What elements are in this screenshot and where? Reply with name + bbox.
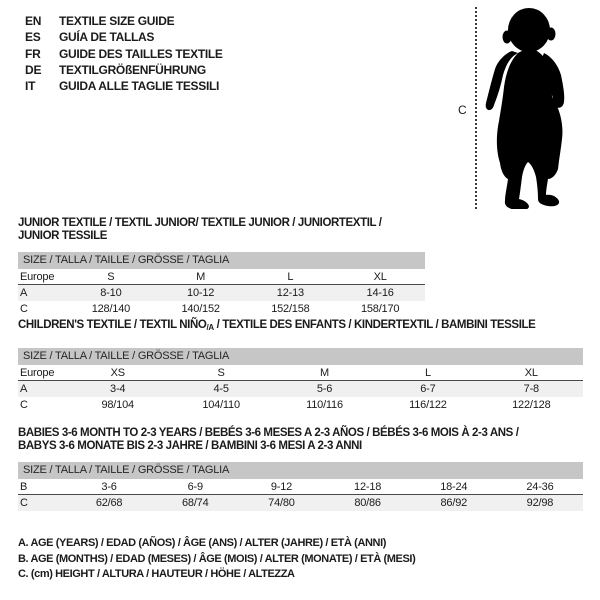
table-cell: 8-10 [100, 287, 122, 299]
table-cell: 92/98 [526, 497, 554, 509]
table-cell: 68/74 [181, 497, 209, 509]
table-cell: XL [524, 366, 538, 379]
table-row [18, 495, 583, 511]
table-title-line1: BABIES 3-6 MONTH TO 2-3 YEARS / BEBÉS 3-6 MESES A 2-3 AÑOS / BÉBÉS 3-6 MOIS À 2-3 ANS / [18, 427, 519, 439]
table-cell: 116/122 [409, 399, 447, 411]
table-cell: 158/170 [360, 303, 400, 315]
table-row [18, 285, 425, 301]
table-cell: 140/152 [181, 303, 220, 315]
measurement-legend [18, 536, 415, 583]
table-row [18, 479, 583, 495]
table-title [18, 319, 583, 334]
size-header-bar: SIZE / TALLA / TAILLE / GRÖSSE / TAGLIA [18, 348, 583, 365]
table-cell: 14-16 [366, 287, 394, 299]
children-textile-table [18, 319, 583, 413]
row-label: A [20, 383, 28, 395]
table-cell: 152/158 [271, 303, 310, 315]
table-cell: 6-7 [420, 383, 436, 395]
table-cell: 104/110 [202, 399, 240, 411]
table-title-part1: CHILDREN'S TEXTILE / TEXTIL NIÑO [18, 319, 207, 331]
table-cell: 7-8 [523, 383, 539, 395]
table-cell: 122/128 [512, 399, 551, 411]
table-cell: M [320, 366, 329, 379]
legend-line-a: A. AGE (YEARS) / EDAD (AÑOS) / ÂGE (ANS) / ALTER (JAHRE) / ETÀ (ANNI) [18, 537, 386, 549]
table-cell: 24-36 [526, 480, 554, 493]
table-cell: L [424, 366, 431, 379]
table-cell: 3-6 [101, 480, 117, 493]
language-row [25, 62, 223, 78]
language-code: ES [25, 30, 41, 45]
baby-silhouette-image [482, 7, 574, 209]
legend-line-b: B. AGE (MONTHS) / EDAD (MESES) / ÂGE (MOIS) / ALTER (MONATE) / ETÀ (MESI) [18, 552, 416, 565]
row-label: Europe [20, 270, 55, 283]
row-label: Europe [20, 366, 55, 379]
table-row [18, 269, 425, 285]
row-label: A [20, 287, 28, 299]
language-row [25, 29, 223, 45]
language-text: TEXTILGRÖßENFÜHRUNG [59, 63, 206, 78]
row-label: C [20, 497, 28, 509]
size-header-bar: SIZE / TALLA / TAILLE / GRÖSSE / TAGLIA [18, 252, 425, 269]
table-title-subscript: /A [206, 323, 214, 332]
table-cell: 9-12 [270, 480, 293, 493]
language-code: FR [25, 46, 41, 61]
table-cell: 80/86 [354, 497, 381, 509]
row-label: B [20, 480, 28, 493]
junior-textile-table [18, 217, 425, 317]
table-cell: 5-6 [316, 383, 333, 395]
table-cell: 110/116 [306, 399, 343, 411]
language-code: IT [25, 79, 36, 94]
table-title [18, 427, 583, 453]
table-cell: 10-12 [187, 287, 215, 299]
table-cell: 12-18 [354, 480, 382, 493]
table-title: JUNIOR TEXTILE / TEXTIL JUNIOR/ TEXTILE JUNIOR / JUNIORTEXTIL / JUNIOR TESSILE [18, 217, 382, 242]
table-row [18, 301, 425, 317]
table-cell: 86/92 [440, 497, 468, 509]
table-row [18, 365, 583, 381]
language-list [25, 13, 223, 94]
table-cell: XS [110, 366, 125, 379]
table-row [18, 397, 583, 413]
table-cell: 98/104 [101, 399, 134, 411]
language-code: DE [25, 63, 42, 78]
table-cell: 4-5 [213, 383, 229, 395]
language-row [25, 46, 223, 62]
language-row [25, 13, 223, 29]
table-cell: 3-4 [110, 383, 126, 395]
table-cell: 12-13 [276, 287, 304, 299]
language-text: GUIDE DES TAILLES TEXTILE [59, 46, 223, 61]
table-row [18, 381, 583, 397]
table-cell: 74/80 [268, 497, 295, 509]
babies-textile-table [18, 427, 583, 511]
table-cell: 6-9 [187, 480, 203, 493]
table-cell: M [196, 270, 206, 283]
table-cell: 128/140 [91, 303, 131, 315]
table-cell: 18-24 [440, 480, 468, 493]
height-measure-dotted-line [475, 7, 477, 209]
language-code: EN [25, 14, 42, 29]
table-title-part2: / TEXTILE DES ENFANTS / KINDERTEXTIL / BAMBINI TESSILE [213, 319, 536, 331]
table-cell: XL [373, 270, 387, 283]
table-cell: S [107, 270, 115, 283]
size-header-bar: SIZE / TALLA / TAILLE / GRÖSSE / TAGLIA [18, 462, 583, 479]
language-text: GUÍA DE TALLAS [59, 30, 155, 45]
language-text: TEXTILE SIZE GUIDE [59, 14, 175, 29]
table-cell: S [217, 366, 225, 379]
height-measure-label: C [458, 103, 467, 117]
language-row [25, 78, 223, 94]
row-label: C [20, 399, 28, 411]
table-title-line2: BABYS 3-6 MONATE BIS 2-3 JAHRE / BAMBINI 3-6 MESI A 2-3 ANNI [18, 440, 362, 452]
legend-line-c: C. (cm) HEIGHT / ALTURA / HAUTEUR / HÖHE / ALTEZZA [18, 568, 295, 580]
table-cell: L [287, 270, 294, 283]
language-text: GUIDA ALLE TAGLIE TESSILI [59, 79, 220, 94]
table-cell: 62/68 [95, 497, 123, 509]
row-label: C [20, 303, 28, 315]
